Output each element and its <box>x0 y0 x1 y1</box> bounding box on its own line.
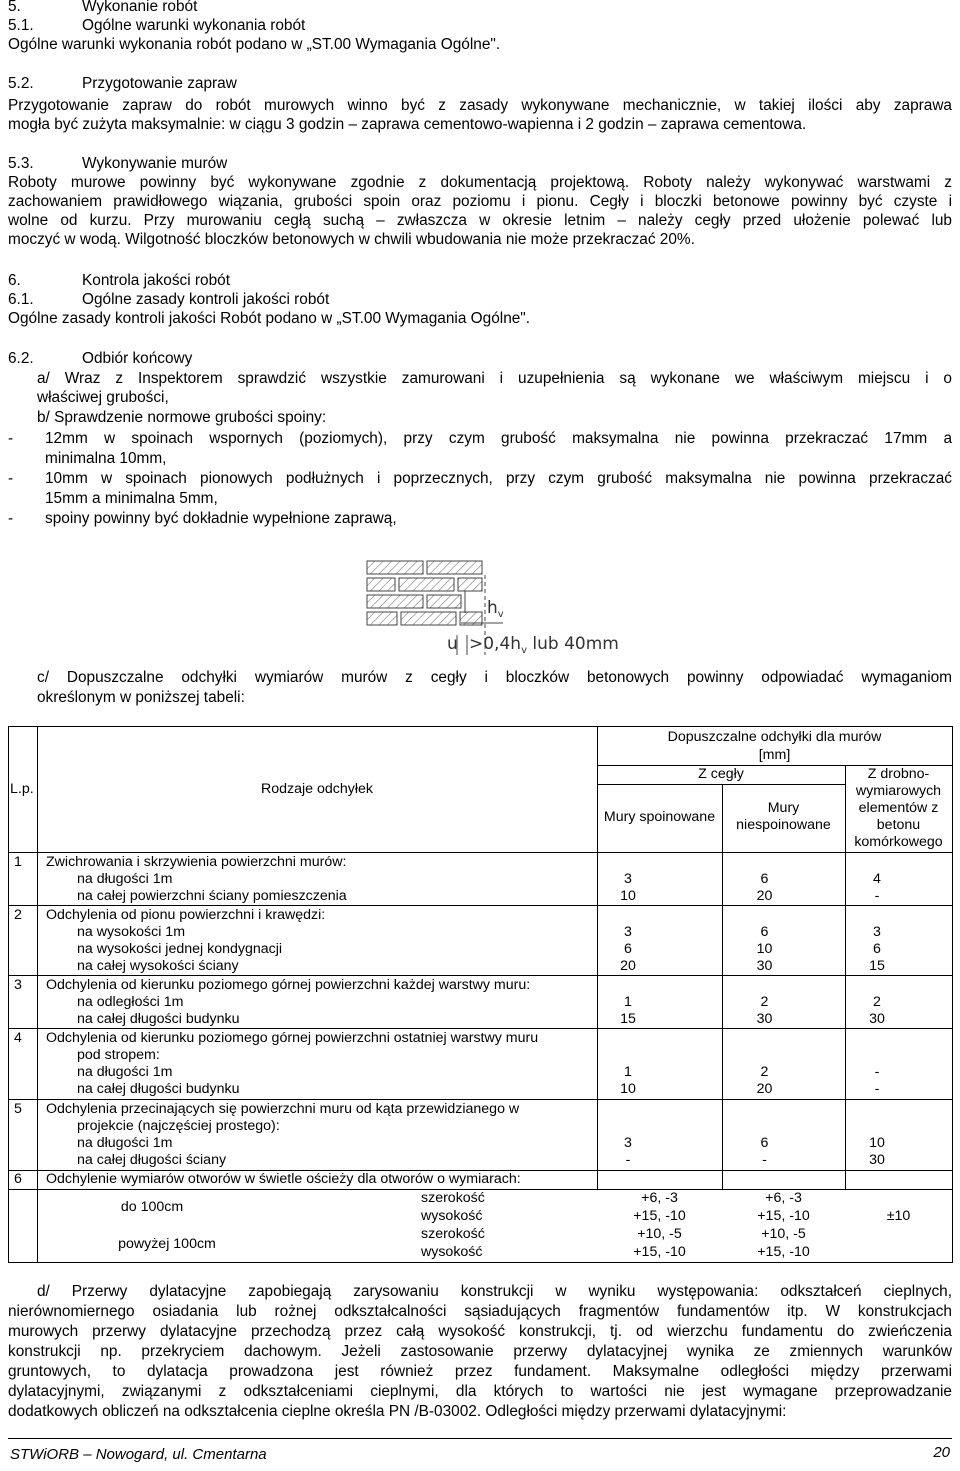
table-cell: 6 <box>760 924 769 940</box>
table-border <box>8 726 953 727</box>
table-cell: +6, -3 <box>765 1190 802 1206</box>
table-cell: - <box>762 1152 767 1168</box>
table-header-group: [mm] <box>758 747 791 763</box>
table-cell: 2 <box>760 1064 769 1080</box>
page-number: 20 <box>933 1444 950 1461</box>
paragraph-line: c/ Dopuszczalne odchyłki wymiarów murów z cegły i bloczków betonowych powinny odpowiadać wymaganiom <box>37 669 952 686</box>
table-cell: 10 <box>756 941 773 957</box>
table-cell: 6 <box>873 941 881 957</box>
table-cell-number: 6 <box>14 1171 22 1187</box>
table-border <box>722 784 723 1190</box>
section-6-2-heading: 6.2. Odbiór końcowy <box>8 350 193 367</box>
table-cell: +15, -10 <box>757 1244 810 1260</box>
table-cell: 10 <box>869 1135 885 1151</box>
table-cell-description: Odchylenie wymiarów otworów w świetle ościeży dla otworów o wymiarach: <box>46 1171 521 1187</box>
bullet-text: spoiny powinny być dokładnie wypełnione zaprawą, <box>45 510 397 527</box>
section-5-heading: 5. Wykonanie robót <box>8 0 198 15</box>
table-cell-number: 4 <box>14 1030 22 1046</box>
table-cell-number: 2 <box>14 907 22 923</box>
footer-text: STWiORB – Nowogard, ul. Cmentarna <box>10 1446 267 1463</box>
table-cell-description: na całej długości budynku <box>77 1081 240 1097</box>
table-cell: - <box>874 1081 880 1097</box>
table-cell-description: Odchylenia od pionu powierzchni i krawędzi: <box>46 907 326 923</box>
table-border <box>37 726 38 1263</box>
table-cell: 15 <box>869 958 885 974</box>
table-header-drobno: betonu <box>876 817 921 833</box>
table-cell-description: na długości 1m <box>77 871 173 887</box>
paragraph-line: Przygotowanie zapraw do robót murowych winno być z zasady wykonywane mechanicznie, w takiej ilości aby zaprawa <box>8 97 952 114</box>
table-cell: 6 <box>760 1135 769 1151</box>
table-cell: +10, -5 <box>761 1226 806 1242</box>
table-cell: - <box>874 1064 880 1080</box>
paragraph-line: dylatacyjnymi, związanymi z odkształceniami cieplnymi, dla których to wartości nie jest wymagane przeprowadzanie <box>8 1383 952 1400</box>
table-header-drobno: wymiarowych <box>855 783 942 799</box>
table-cell: 30 <box>869 1011 885 1027</box>
section-5-1-heading: 5.1. Ogólne warunki wykonania robót <box>8 17 306 34</box>
table-cell: +15, -10 <box>633 1208 686 1224</box>
row6-label-do100: do 100cm <box>120 1199 184 1215</box>
table-header-drobno: komórkowego <box>854 834 943 850</box>
table-header-group: Dopuszczalne odchyłki dla murów <box>667 729 882 745</box>
table-cell: ±10 <box>886 1208 911 1224</box>
paragraph-line: wolne od kurzu. Przy murowaniu cegłą suchą – zwłaszcza w okresie letnim – należy cegły przed ułożenie polewać lub <box>8 212 952 229</box>
table-cell-description: na całej powierzchni ściany pomieszczenia <box>77 888 347 904</box>
bullet-text: 12mm w spoinach wspornych (poziomych), przy czym grubość maksymalna nie powinna przekraczać 17mm a <box>45 430 952 447</box>
table-header-niespoinowane: Mury <box>767 800 800 816</box>
table-header-rodzaje: Rodzaje odchyłek <box>261 781 373 797</box>
footer-rule <box>8 1438 952 1439</box>
table-cell-description: na wysokości 1m <box>77 924 186 940</box>
table-cell-description: na całej wysokości ściany <box>77 958 239 974</box>
section-6-heading: 6. Kontrola jakości robót <box>8 272 230 289</box>
paragraph-line: b/ Sprawdzenie normowe grubości spoiny: <box>37 409 327 426</box>
table-cell: 20 <box>620 958 636 974</box>
bullet-dash: - <box>8 510 14 527</box>
table-cell-number: 1 <box>14 854 22 870</box>
bullet-dash: - <box>8 430 14 447</box>
row6-szerokosc: szerokość <box>421 1190 485 1206</box>
row6-wysokosc: wysokość <box>421 1208 483 1224</box>
table-cell: - <box>625 1152 631 1168</box>
table-border <box>952 726 953 1263</box>
table-border <box>8 1099 953 1100</box>
section-5-3-heading: 5.3. Wykonywanie murów <box>8 155 228 172</box>
figure-label-u: u <box>447 634 458 654</box>
table-cell-description: Odchylenia od kierunku poziomego górnej powierzchni ostatniej warstwy muru <box>46 1030 539 1046</box>
table-cell-description: na całej długości budynku <box>77 1011 240 1027</box>
table-header-niespoinowane: niespoinowane <box>736 817 831 833</box>
bullet-text: minimalna 10mm, <box>45 450 167 467</box>
table-header-lp: L.p. <box>10 781 34 797</box>
paragraph-line: murowych przerwy dylatacyjne przechodzą przez całą wysokość konstrukcji, tj. od wierzchu fundamentu do zwieńczenia <box>8 1323 952 1340</box>
paragraph-line: a/ Wraz z Inspektorem sprawdzić wszystkie zamurowani i uzupełnienia są wykonane we właściwym miejscu i o <box>37 370 952 387</box>
table-cell-description: pod stropem: <box>77 1047 160 1063</box>
table-cell: 3 <box>624 1135 632 1151</box>
section-6-1-heading: 6.1. Ogólne zasady kontroli jakości robót <box>8 291 330 308</box>
paragraph-line: Roboty murowe powinny być wykonywane zgodnie z dokumentacją projektową. Roboty należy wykonywać warstwami z <box>8 174 952 191</box>
paragraph-line: dodatkowych obliczeń na odkształcenia cieplne określa PN /B-03002. Odległości między przerwami dylatacyjnymi: <box>8 1403 787 1420</box>
table-cell-description: na wysokości jednej kondygnacji <box>77 941 283 957</box>
table-cell: 2 <box>760 994 769 1010</box>
table-cell: +15, -10 <box>757 1208 810 1224</box>
table-border <box>597 784 845 785</box>
row6-szerokosc: szerokość <box>421 1226 485 1242</box>
figure-label-hv: $h_v$ <box>487 598 504 620</box>
paragraph-line: d/ Przerwy dylatacyjne zapobiegają zarysowaniu konstrukcji w wyniku występowania: odkształceń cieplnych, <box>37 1283 952 1300</box>
table-cell-number: 5 <box>14 1101 22 1117</box>
paragraph-line: właściwej grubości, <box>37 389 169 406</box>
table-cell-description: na długości 1m <box>77 1064 173 1080</box>
bullet-text: 15mm a minimalna 5mm, <box>45 490 218 507</box>
table-cell: 6 <box>760 871 769 887</box>
table-cell: 20 <box>756 1081 773 1097</box>
section-6-1-text: Ogólne zasady kontroli jakości Robót podano w „ST.00 Wymagania Ogólne". <box>8 310 531 327</box>
table-cell: +6, -3 <box>641 1190 678 1206</box>
paragraph-line: określonym w poniższej tabeli: <box>37 689 245 706</box>
table-cell-description: na całej długości ściany <box>77 1152 227 1168</box>
bullet-text: 10mm w spoinach pionowych podłużnych i poprzecznych, przy czym grubość maksymalna nie powinna przekraczać <box>45 470 952 487</box>
table-cell-description: projekcie (najczęściej prostego): <box>77 1118 280 1134</box>
table-cell: 2 <box>873 994 881 1010</box>
paragraph-line: moczyć w wodą. Wilgotność bloczków betonowych w chwili wbudowania nie może przekraczać 20%. <box>8 231 695 248</box>
table-cell: 10 <box>620 1081 636 1097</box>
table-header-z-cegly: Z cegły <box>698 766 744 782</box>
table-cell: 3 <box>624 924 632 940</box>
table-cell: - <box>874 888 880 904</box>
table-cell: +15, -10 <box>633 1244 686 1260</box>
paragraph-line: gruntowych, to dylatacja prowadzona jest również przez fundament. Maksymalne odległości między przerwami <box>8 1363 952 1380</box>
table-header-drobno: elementów z <box>858 800 939 816</box>
paragraph-line: zachowaniem prawidłowego wiązania, grubości spoin oraz poziomu i pionu. Cegły i bloczki betonowe powinny być czyste i <box>8 193 952 210</box>
page-footer <box>8 1438 952 1462</box>
table-cell: 30 <box>869 1152 885 1168</box>
table-cell: 20 <box>756 888 773 904</box>
row6-wysokosc: wysokość <box>421 1244 483 1260</box>
table-cell: 4 <box>873 871 881 887</box>
table-cell: 6 <box>624 941 632 957</box>
table-cell: 10 <box>620 888 636 904</box>
table-cell-description: Odchylenia przecinających się powierzchni muru od kąta przewidzianego w <box>46 1101 520 1117</box>
table-cell: 30 <box>756 1011 773 1027</box>
table-border <box>8 726 9 1263</box>
table-header-spoinowane: Mury spoinowane <box>603 809 716 825</box>
paragraph-line: nierównomiernego osiadania lub rożnej odkształcalności sąsiadujących fragmentów fundamentów itp. W konstrukcjach <box>8 1303 952 1320</box>
section-5-1-text: Ogólne warunki wykonania robót podano w „ST.00 Wymagania Ogólne". <box>8 36 501 53</box>
table-cell-number: 3 <box>14 977 22 993</box>
figure-formula: $>0,4h_v$ lub 40mm <box>469 634 619 656</box>
table-cell-description: Odchylenia od kierunku poziomego górnej powierzchni każdej warstwy muru: <box>46 977 531 993</box>
bullet-dash: - <box>8 470 14 487</box>
table-cell: 3 <box>873 924 881 940</box>
table-border <box>8 1262 953 1263</box>
table-cell: 1 <box>624 1064 632 1080</box>
table-cell: 1 <box>624 994 632 1010</box>
table-cell-description: na długości 1m <box>77 1135 173 1151</box>
table-cell: 30 <box>756 958 773 974</box>
table-cell-description: Zwichrowania i skrzywienia powierzchni murów: <box>46 854 347 870</box>
section-5-2-heading: 5.2. Przygotowanie zapraw <box>8 75 237 92</box>
table-cell: 15 <box>620 1011 636 1027</box>
table-cell: 3 <box>624 871 632 887</box>
table-header-drobno: Z drobno- <box>867 766 930 782</box>
paragraph-line: mogła być zużyta maksymalnie: w ciągu 3 godzin – zaprawa cementowo-wapienna i 2 godzin – zaprawa cementowa. <box>8 116 807 133</box>
table-cell-description: na odległości 1m <box>77 994 184 1010</box>
paragraph-line: konstrukcji np. przekryciem dachowym. Jeżeli zastosowanie przerwy dylatacyjnej wynika ze zmiennych warunków <box>8 1343 952 1360</box>
table-cell: +10, -5 <box>637 1226 682 1242</box>
table-border <box>8 852 953 853</box>
row6-label-pow100: powyżej 100cm <box>118 1236 216 1252</box>
